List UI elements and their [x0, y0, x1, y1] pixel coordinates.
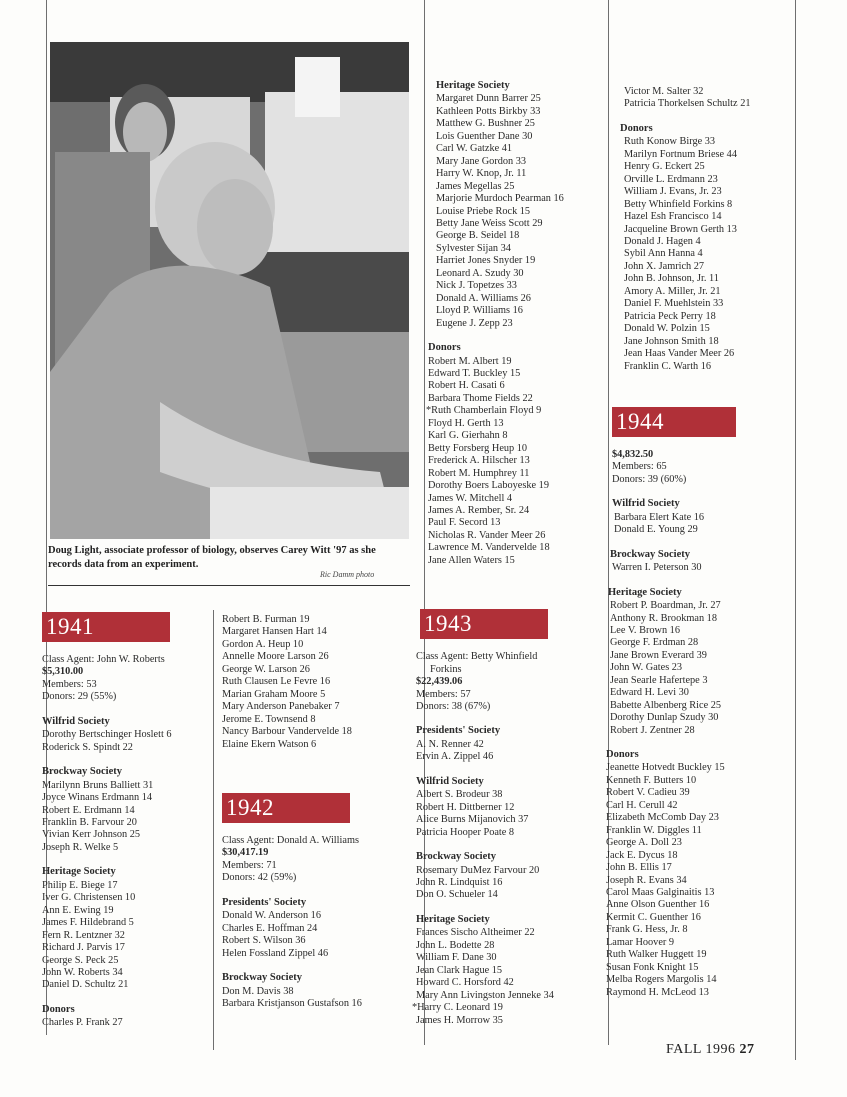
name-entry: Victor M. Salter 32: [624, 86, 704, 97]
name-entry: Mary Jane Gordon 33: [436, 155, 527, 167]
section-heading: Presidents' Society: [222, 896, 307, 908]
name-entry: Franklin B. Farvour 20: [42, 816, 137, 828]
name-entry: Marjorie Murdoch Pearman 16: [436, 193, 564, 205]
name-entry: Howard C. Horsford 42: [416, 977, 514, 989]
name-entry: Frederick A. Hilscher 13: [428, 455, 530, 467]
name-entry: Susan Fonk Knight 15: [606, 961, 699, 973]
amount: $22,439.06: [416, 676, 463, 688]
name-entry: Franklin C. Warth 16: [624, 360, 712, 372]
name-entry: John W. Roberts 34: [42, 966, 123, 978]
column-1943: [412, 80, 604, 1027]
section-heading: Wilfrid Society: [42, 715, 110, 727]
name-entry: Henry G. Eckert 25: [624, 161, 705, 173]
name-entry: Betty Whinfield Forkins 8: [624, 198, 733, 210]
name-entry: Orville L. Erdmann 23: [624, 173, 718, 185]
name-entry: Jean Searle Hafertepe 3: [610, 674, 708, 686]
donors-count: Donors: 29 (55%): [42, 691, 117, 703]
name-entry: Jeanette Hotvedt Buckley 15: [606, 762, 725, 774]
name-entry: Richard J. Parvis 17: [42, 942, 125, 954]
name-entry: Dorothy Boers Laboyeske 19: [428, 480, 549, 492]
name-entry: Kenneth F. Butters 10: [606, 774, 697, 786]
name-entry: Louise Priebe Rock 15: [436, 205, 531, 217]
name-entry: James F. Hildebrand 5: [42, 917, 134, 929]
name-entry: George W. Larson 26: [222, 663, 310, 675]
name-entry: Don O. Schueler 14: [416, 889, 498, 901]
name-entry: Ervin A. Zippel 46: [416, 751, 494, 763]
name-entry: George F. Erdman 28: [610, 637, 699, 649]
name-entry: Dorothy Dunlap Szudy 30: [610, 712, 719, 724]
name-entry: Dorothy Bertschinger Hoslett 6: [42, 729, 172, 741]
name-entry: Gordon A. Heup 10: [222, 638, 304, 650]
name-entry: Paul F. Secord 13: [428, 517, 501, 529]
photo-professor-student: [50, 42, 409, 539]
name-entry: Robert M. Humphrey 11: [428, 467, 530, 479]
name-entry: Barbara Thome Fields 22: [428, 392, 533, 404]
name-entry: Leonard A. Szudy 30: [436, 267, 524, 279]
name-entry: Lloyd P. Williams 16: [436, 305, 523, 317]
class-agent: Class Agent: John W. Roberts: [42, 654, 165, 665]
name-entry: Patricia Peck Perry 18: [624, 310, 716, 322]
name-entry: Raymond H. McLeod 13: [606, 986, 709, 998]
photo-credit: Ric Damm photo: [320, 570, 375, 579]
name-entry: George S. Peck 25: [42, 954, 119, 966]
name-entry: Vivian Kerr Johnson 25: [42, 829, 141, 841]
name-entry: Don M. Davis 38: [222, 985, 294, 997]
section-heading: Brockway Society: [42, 766, 123, 778]
page-number: 27: [739, 1042, 755, 1057]
section-heading: Donors: [620, 122, 653, 134]
name-entry: Harriet Jones Snyder 19: [436, 255, 536, 267]
name-entry: Ruth Clausen Le Fevre 16: [222, 676, 331, 688]
year-banner-1943: 1943: [420, 609, 548, 639]
name-entry: Lee V. Brown 16: [610, 624, 680, 636]
name-entry: Carl W. Gatzke 41: [436, 143, 513, 155]
name-entry: Daniel D. Schultz 21: [42, 979, 129, 991]
name-entry: Jane Allen Waters 15: [428, 554, 515, 566]
name-entry: Franklin W. Diggles 11: [606, 824, 702, 836]
name-entry: Marilynn Bruns Balliett 31: [42, 779, 154, 791]
name-entry: John B. Ellis 17: [606, 862, 672, 874]
section-heading: Presidents' Society: [416, 725, 501, 737]
class-agent-cont: Forkins: [430, 663, 462, 675]
name-entry: Robert M. Albert 19: [428, 355, 512, 367]
name-entry: Joseph R. Evans 34: [606, 874, 687, 886]
section-heading: Heritage Society: [608, 586, 682, 598]
name-entry: Donald A. Williams 26: [436, 292, 531, 304]
name-entry: Philip E. Biege 17: [42, 879, 118, 891]
year-banner-1944: 1944: [612, 407, 736, 437]
name-entry: John R. Lindquist 16: [416, 877, 503, 889]
section-heading: Donors: [42, 1003, 75, 1015]
donors-count: Donors: 42 (59%): [222, 872, 297, 884]
name-entry: Patricia Thorkelsen Schultz 21: [624, 98, 751, 110]
name-entry: Robert B. Furman 19: [222, 614, 310, 625]
name-entry: Nancy Barbour Vandervelde 18: [222, 726, 352, 738]
members: Members: 53: [42, 678, 97, 690]
name-entry: Karl G. Gierhahn 8: [428, 430, 508, 442]
name-entry: Robert H. Dittberner 12: [416, 801, 515, 813]
name-entry: Robert H. Casati 6: [428, 380, 505, 392]
section-heading: Heritage Society: [436, 80, 510, 91]
name-entry: Melba Rogers Margolis 14: [606, 974, 717, 986]
name-entry: Jane Brown Everard 39: [610, 649, 707, 661]
name-entry: John B. Johnson, Jr. 11: [624, 273, 719, 285]
name-entry: Joseph R. Welke 5: [42, 841, 119, 853]
name-entry: Rosemary DuMez Farvour 20: [416, 864, 540, 876]
name-entry: Joyce Winans Erdmann 14: [42, 792, 153, 804]
donors-count: Donors: 38 (67%): [416, 701, 491, 713]
page-footer: [666, 1042, 754, 1058]
name-entry: William J. Evans, Jr. 23: [624, 186, 722, 198]
issue-label: FALL 1996: [666, 1042, 736, 1057]
name-entry: Floyd H. Gerth 13: [428, 417, 504, 429]
name-entry: Harry W. Knop, Jr. 11: [436, 168, 527, 180]
name-entry: Barbara Kristjanson Gustafson 16: [222, 997, 362, 1009]
name-entry: Carol Maas Galginaitis 13: [606, 887, 715, 899]
name-entry: Frank G. Hess, Jr. 8: [606, 924, 688, 936]
name-entry: Ann E. Ewing 19: [42, 904, 114, 916]
name-entry: James H. Morrow 35: [416, 1014, 503, 1026]
year-banner-1941: 1941: [42, 612, 170, 642]
name-entry: Edward T. Buckley 15: [428, 367, 521, 379]
name-entry: John X. Jamrich 27: [624, 260, 705, 272]
name-entry: Margaret Hansen Hart 14: [222, 626, 327, 638]
section-heading: Brockway Society: [416, 851, 497, 863]
name-entry: Kathleen Potts Birkby 33: [436, 105, 541, 117]
members: Members: 71: [222, 859, 277, 871]
name-entry: Robert P. Boardman, Jr. 27: [610, 600, 721, 612]
name-entry: Elizabeth McComb Day 23: [606, 812, 719, 824]
name-entry: *Ruth Chamberlain Floyd 9: [426, 405, 542, 417]
name-entry: Robert V. Cadieu 39: [606, 787, 690, 799]
members: Members: 65: [612, 461, 667, 473]
name-entry: Sybil Ann Hanna 4: [624, 248, 703, 260]
name-entry: Edward H. Levi 30: [610, 687, 689, 699]
name-entry: Anthony R. Brookman 18: [610, 612, 717, 624]
name-entry: William F. Dane 30: [416, 952, 497, 964]
name-entry: Lamar Hoover 9: [606, 936, 675, 948]
amount: $4,832.50: [612, 448, 654, 460]
donors-count: Donors: 39 (60%): [612, 473, 687, 485]
name-entry: Barbara Elert Kate 16: [614, 511, 705, 523]
section-heading: Heritage Society: [416, 913, 490, 925]
name-entry: Robert S. Wilson 36: [222, 935, 306, 947]
name-entry: Jane Johnson Smith 18: [624, 335, 719, 347]
amount: $5,310.00: [42, 666, 84, 678]
column-1942: [222, 614, 417, 1010]
name-entry: Betty Forsberg Heup 10: [428, 442, 528, 454]
name-entry: Sylvester Sijan 34: [436, 242, 511, 254]
section-heading: Heritage Society: [42, 866, 116, 878]
name-entry: Hazel Esh Francisco 14: [624, 211, 722, 223]
name-entry: Annelle Moore Larson 26: [222, 651, 329, 663]
section-heading: Brockway Society: [610, 548, 691, 560]
name-entry: Jacqueline Brown Gerth 13: [624, 223, 737, 235]
name-entry: Albert S. Brodeur 38: [416, 789, 503, 801]
name-entry: A. N. Renner 42: [416, 738, 484, 750]
name-entry: Lois Guenther Dane 30: [436, 130, 533, 142]
name-entry: Marilyn Fortnum Briese 44: [624, 148, 737, 160]
name-entry: Warren I. Peterson 30: [612, 562, 702, 574]
name-entry: Amory A. Miller, Jr. 21: [624, 285, 721, 297]
name-entry: Marian Graham Moore 5: [222, 688, 326, 700]
name-entry: Frances Sischo Altheimer 22: [416, 927, 535, 939]
name-entry: Jean Haas Vander Meer 26: [624, 348, 735, 360]
name-entry: Donald W. Polzin 15: [624, 323, 710, 335]
name-entry: Nick J. Topetzes 33: [436, 280, 517, 292]
section-heading: Donors: [428, 342, 461, 354]
section-heading: Wilfrid Society: [612, 498, 680, 510]
name-entry: John W. Gates 23: [610, 662, 683, 674]
name-entry: Fern R. Lentzner 32: [42, 929, 125, 941]
name-entry: Jean Clark Hague 15: [416, 964, 503, 976]
name-entry: George B. Seidel 18: [436, 230, 520, 242]
name-entry: Elaine Ekern Watson 6: [222, 738, 317, 750]
name-entry: Lawrence M. Vandervelde 18: [428, 542, 550, 554]
photo-caption: Doug Light, associate professor of biology, observes Carey Witt '97 as she records data from an experiment.: [48, 545, 376, 570]
name-entry: Ruth Konow Birge 33: [624, 136, 716, 148]
name-entry: Robert E. Erdmann 14: [42, 804, 135, 816]
caption-rule: [48, 585, 410, 586]
name-entry: Mary Anderson Panebaker 7: [222, 701, 340, 713]
section-heading: Brockway Society: [222, 972, 303, 984]
name-entry: Eugene J. Zepp 23: [436, 317, 513, 329]
name-entry: John L. Bodette 28: [416, 939, 495, 951]
name-entry: Alice Burns Mijanovich 37: [416, 814, 529, 826]
column-1941: [42, 612, 207, 1030]
name-entry: Nicholas R. Vander Meer 26: [428, 529, 546, 541]
name-entry: James W. Mitchell 4: [428, 492, 513, 504]
name-entry: Margaret Dunn Barrer 25: [436, 93, 541, 105]
section-heading: Wilfrid Society: [416, 775, 484, 787]
name-entry: Carl H. Cerull 42: [606, 799, 678, 811]
name-entry: Charles E. Hoffman 24: [222, 922, 318, 934]
name-entry: *Harry C. Leonard 19: [412, 1002, 503, 1014]
class-agent: Class Agent: Betty Whinfield: [416, 651, 538, 663]
name-entry: Charles P. Frank 27: [42, 1017, 123, 1029]
class-agent: Class Agent: Donald A. Williams: [222, 834, 359, 846]
name-entry: Roderick S. Spindt 22: [42, 741, 133, 753]
name-entry: Robert J. Zentner 28: [610, 724, 695, 736]
name-entry: James A. Rember, Sr. 24: [428, 504, 530, 516]
name-entry: Babette Albenberg Rice 25: [610, 699, 722, 711]
column-1944: [606, 86, 792, 999]
amount: $30,417.19: [222, 847, 269, 859]
name-entry: Donald W. Anderson 16: [222, 910, 321, 922]
name-entry: Mary Ann Livingston Jenneke 34: [416, 989, 554, 1001]
name-entry: Ruth Walker Huggett 19: [606, 949, 707, 961]
name-entry: Matthew G. Bushner 25: [436, 118, 535, 130]
name-entry: Patricia Hooper Poate 8: [416, 826, 515, 838]
name-entry: Jack E. Dycus 18: [606, 849, 678, 861]
name-entry: Daniel F. Muehlstein 33: [624, 298, 724, 310]
section-heading: Donors: [606, 749, 639, 761]
name-entry: Kermit C. Guenther 16: [606, 911, 701, 923]
name-entry: Donald E. Young 29: [614, 524, 698, 536]
column-rule-2: [213, 610, 214, 1050]
members: Members: 57: [416, 688, 471, 700]
column-rule-right: [795, 0, 796, 1060]
name-entry: Iver G. Christensen 10: [42, 892, 136, 904]
name-entry: Helen Fossland Zippel 46: [222, 947, 329, 959]
name-entry: Anne Olson Guenther 16: [606, 899, 710, 911]
year-banner-1942: 1942: [222, 793, 350, 823]
name-entry: Betty Jane Weiss Scott 29: [436, 217, 543, 229]
name-entry: Jerome E. Townsend 8: [222, 713, 316, 725]
name-entry: James Megellas 25: [436, 180, 515, 192]
name-entry: George A. Doll 23: [606, 837, 682, 849]
name-entry: Donald J. Hagen 4: [624, 235, 701, 247]
